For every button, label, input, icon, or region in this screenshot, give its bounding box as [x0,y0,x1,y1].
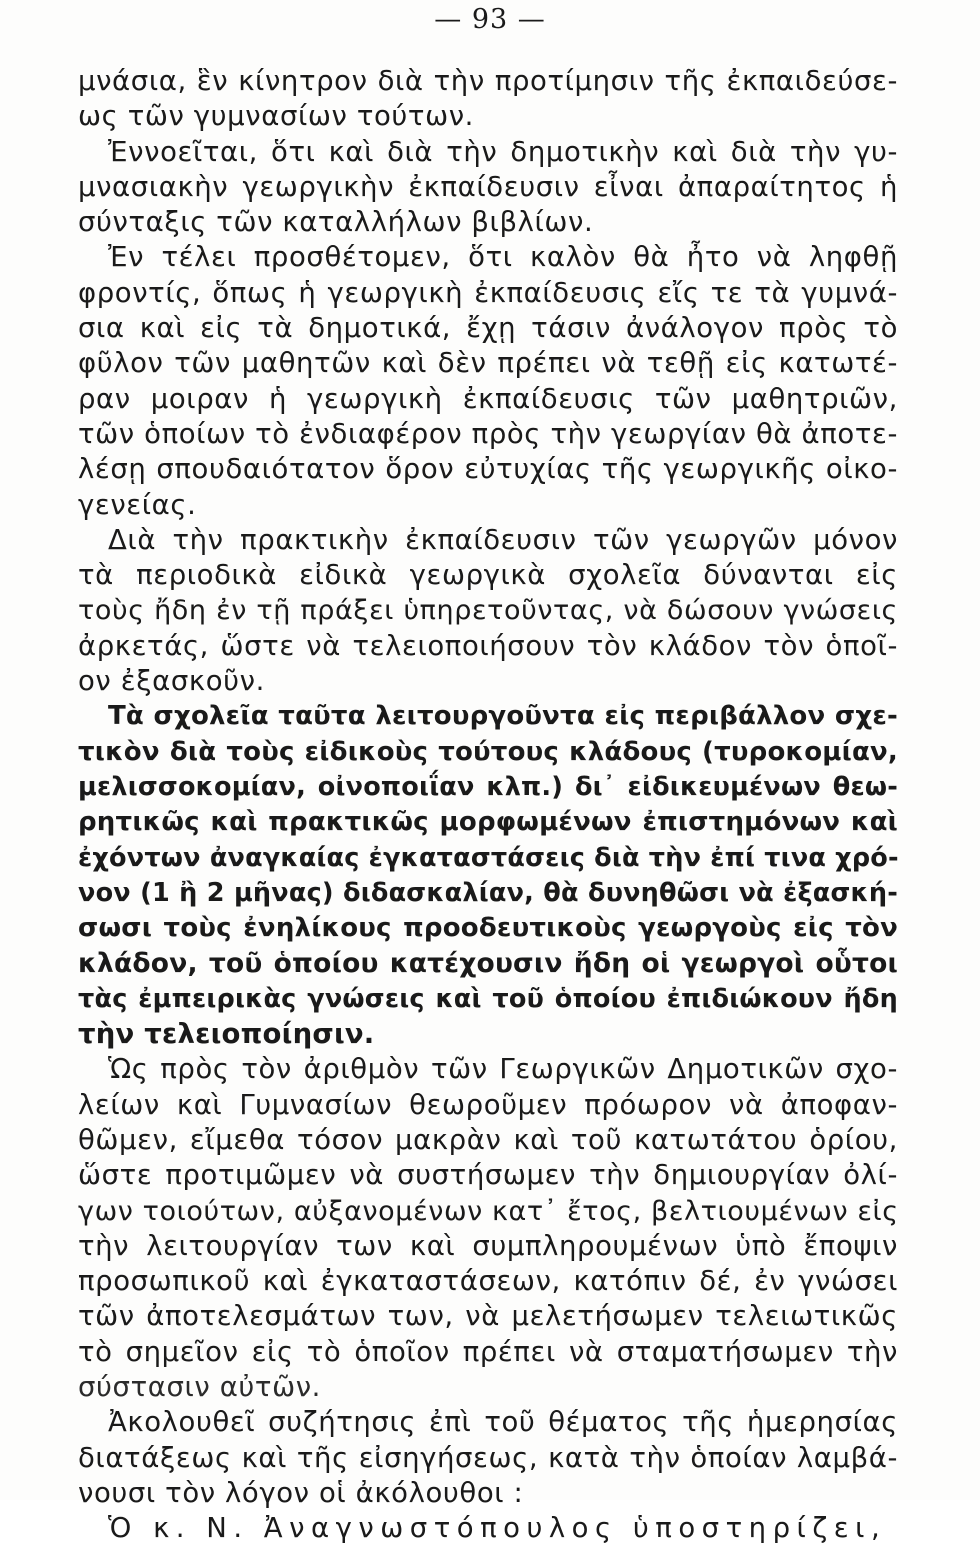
text-line: ραν μοιραν ἡ γεωργικὴ ἐκπαίδευσις τῶν μαθητριῶν, [78,382,898,415]
text-line: τῶν ἀποτελεσμάτων των, νὰ μελετήσωμεν τελειωτικῶς [78,1300,898,1333]
text-line: νον (1 ἢ 2 μῆνας) διδασκαλίαν, θὰ δυνηθῶσι νὰ ἐξασκή- [78,877,898,908]
text-line: φροντίς, ὅπως ἡ γεωργικὴ ἐκπαίδευσις εἴς τε τὰ γυμνά- [78,276,898,309]
text-line: διατάξεως καὶ τῆς εἰσηγήσεως, κατὰ τὴν ὁποίαν λαμβά- [78,1441,898,1474]
paragraph-start-line: Ἐν τέλει προσθέτομεν, ὅτι καλὸν θὰ ἦτο νὰ ληφθῇ [108,241,898,274]
text-line: νουσι τὸν λόγον οἱ ἀκόλουθοι : [78,1476,524,1509]
text-line: ἀρκετάς, ὥστε νὰ τελειοποιήσουν τὸν κλάδον τὸν ὁποῖ- [78,629,898,662]
text-line: μνασιακὴν γεωργικὴν ἐκπαίδευσιν εἶναι ἀπαραίτητος ἡ [78,170,898,203]
page-body-text [78,64,898,1546]
paragraph-start-line: Ὡς πρὸς τὸν ἀριθμὸν τῶν Γεωργικῶν Δημοτικῶν σχο- [108,1053,898,1086]
text-line: θῶμεν, εἴμεθα τόσον μακρὰν καὶ τοῦ κατωτάτου ὁρίου, [78,1123,898,1156]
text-line: σύνταξις τῶν καταλλήλων βιβλίων. [78,206,594,239]
page-number: — 93 — [434,4,546,35]
text-line: φῦλον τῶν μαθητῶν καὶ δὲν πρέπει νὰ τεθῇ εἰς κατωτέ- [78,347,898,380]
text-line: ρητικῶς καὶ πρακτικῶς μορφωμένων ἐπιστημόνων καὶ [78,807,898,838]
text-line: ἐχόντων ἀναγκαίας ἐγκαταστάσεις διὰ τὴν ἐπί τινα χρό- [78,842,899,873]
text-line: προσωπικοῦ καὶ ἐγκαταστάσεων, κατόπιν δέ, ἐν γνώσει [78,1265,898,1298]
text-line: τὸ σημεῖον εἰς τὸ ὁποῖον πρέπει νὰ σταματήσωμεν τὴν [78,1335,898,1368]
text-line: λέσῃ σπουδαιότατον ὅρον εὐτυχίας τῆς γεωργικῆς οἰκο- [78,453,898,486]
text-line: τὰς ἐμπειρικὰς γνώσεις καὶ τοῦ ὁποίου ἐπιδιώκουν ἤδη [78,983,898,1014]
text-line: τὴν λειτουργίαν των καὶ συμπληρουμένων ὑπὸ ἔποψιν [78,1229,898,1262]
paragraph-start-line: Διὰ τὴν πρακτικὴν ἐκπαίδευσιν τῶν γεωργῶν μόνον [108,523,898,556]
paragraph-start-line: Τὰ σχολεῖα ταῦτα λειτουργοῦντα εἰς περιβάλλον σχε- [108,701,898,732]
text-line: τοὺς ἤδη ἐν τῇ πράξει ὑπηρετοῦντας, νὰ δώσουν γνώσεις [78,595,898,627]
text-line: τῶν ὁποίων τὸ ἐνδιαφέρον πρὸς τὴν γεωργίαν θὰ ἀποτε- [78,417,898,450]
text-line: γων τοιούτων, αὐξανομένων κατ᾽ ἔτος, βελτιουμένων εἰς [78,1195,899,1227]
text-line: σωσι τοὺς ἐνηλίκους προοδευτικοὺς γεωργοὺς εἰς τὸν [78,913,898,944]
paragraph-start-line: Ἐννοεῖται, ὅτι καὶ διὰ τὴν δημοτικὴν καὶ διὰ τὴν γυ- [108,135,898,168]
text-line: ὥστε προτιμῶμεν νὰ συστήσωμεν τὴν δημιουργίαν ὀλί- [78,1159,898,1192]
paragraph-start-line: Ἀκολουθεῖ συζήτησις ἐπὶ τοῦ θέματος τῆς ἡμερησίας [108,1406,898,1439]
text-line: λείων καὶ Γυμνασίων θεωροῦμεν πρόωρον νὰ ἀποφαν- [78,1088,898,1121]
text-line: ως τῶν γυμνασίων τούτων. [78,100,475,133]
text-line: σια καὶ εἰς τὰ δημοτικά, ἔχῃ τάσιν ἀνάλογον πρὸς τὸ [78,312,898,345]
text-line: μνάσια, ἓν κίνητρον διὰ τὴν προτίμησιν τῆς ἐκπαιδεύσε- [78,65,898,97]
text-line: τὰ περιοδικὰ εἰδικὰ γεωργικὰ σχολεῖα δύνανται εἰς [78,559,898,592]
speaker-line: Ὁ κ. Ν. Ἀναγνωστόπουλος ὑποστηρίζει, [108,1512,887,1545]
text-line: τὴν τελειοποίησιν. [78,1018,375,1051]
text-line: γενείας. [78,488,197,521]
text-line: τικὸν διὰ τοὺς εἰδικοὺς τούτους κλάδους (τυροκομίαν, [78,736,898,767]
text-line: σύστασιν αὐτῶν. [78,1370,322,1403]
text-line: κλάδον, τοῦ ὁποίου κατέχουσιν ἤδη οἱ γεωργοὶ οὗτοι [78,948,898,980]
text-line: μελισσοκομίαν, οἰνοποιΐαν κλπ.) δι᾽ εἰδικευμένων θεω- [78,771,898,802]
text-line: ον ἐξασκοῦν. [78,665,265,698]
